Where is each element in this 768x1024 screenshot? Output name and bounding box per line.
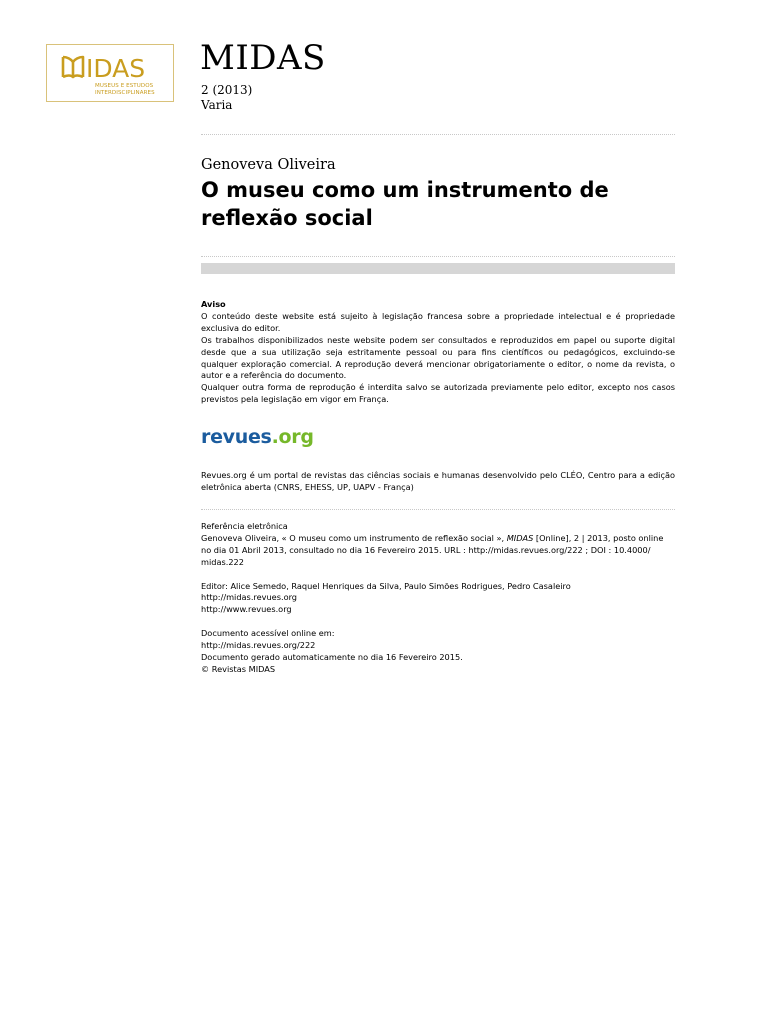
separator-bar	[201, 263, 675, 274]
divider	[201, 256, 675, 257]
citation-journal: MIDAS	[506, 532, 534, 543]
citation-text[interactable]: [Online], 2 | 2013, posto online no dia 01 Abril 2013, consultado no dia 16 Fevereiro 2015. URL : http://midas.revues.org/222 ; DOI : 10.4000/ midas.222	[201, 532, 664, 567]
logo-text: IDAS	[86, 54, 146, 81]
divider	[201, 134, 675, 135]
revues-logo[interactable]	[201, 425, 314, 449]
citation	[201, 533, 675, 569]
divider	[201, 509, 675, 510]
portal-link[interactable]: http://www.revues.org	[201, 604, 292, 615]
logo-subtitle-line: INTERDISCIPLINARES	[95, 89, 155, 96]
notice-paragraph: Os trabalhos disponibilizados neste website podem ser consultados e reproduzidos em papel ou suporte digital desde que a sua utilização seja estritamente pessoal ou para fins científicos ou pedagógicos, excluindo-se qualquer exploração comercial. A reprodução deverá mencionar obrigatoriamente o editor, o nome da revista, o autor e a referência do documento.	[201, 334, 675, 381]
logo-subtitle	[95, 83, 173, 96]
reference-block	[201, 521, 675, 676]
notice-paragraph: O conteúdo deste website está sujeito à legislação francesa sobre a propriedade intelectual e é propriedade exclusiva do editor.	[201, 310, 675, 333]
logo-subtitle-line: MUSEUS E ESTUDOS	[95, 83, 154, 89]
revues-logo-part: .org	[271, 426, 314, 448]
notice-paragraph: Qualquer outra forma de reprodução é interdita salvo se autorizada previamente pelo editor, excepto nos casos previstos pela legislação em vigor em França.	[201, 382, 675, 405]
generated-note: Documento gerado automaticamente no dia 16 Fevereiro 2015.	[201, 651, 463, 662]
citation-text: Genoveva Oliveira, « O museu como um instrumento de reflexão social »,	[201, 532, 507, 543]
section-name: Varia	[201, 98, 233, 112]
document-link[interactable]: http://midas.revues.org/222	[201, 640, 316, 651]
midas-logo	[46, 44, 174, 102]
copyright: © Revistas MIDAS	[201, 663, 276, 674]
portal-description: Revues.org é um portal de revistas das ciências sociais e humanas desenvolvido pelo CLÉO, Centro para a edição eletrônica aberta (CNRS, EHESS, UP, UAPV - França)	[201, 470, 675, 492]
reference-heading: Referência eletrônica	[201, 521, 288, 531]
journal-link[interactable]: http://midas.revues.org	[201, 592, 298, 603]
revues-logo-part: revues	[201, 426, 272, 448]
issue-number: 2 (2013)	[201, 83, 253, 97]
editor-line: Editor: Alice Semedo, Raquel Henriques da Silva, Paulo Simões Rodrigues, Pedro Casaleiro	[201, 580, 571, 591]
available-heading: Documento acessível online em:	[201, 628, 335, 639]
article-author: Genoveva Oliveira	[201, 157, 336, 173]
journal-title: MIDAS	[200, 38, 326, 78]
notice-title: Aviso	[201, 299, 226, 309]
legal-notice	[201, 299, 675, 406]
midas-logo-mark	[61, 53, 161, 81]
article-title: O museu como um instrumento de reflexão social	[201, 178, 609, 230]
